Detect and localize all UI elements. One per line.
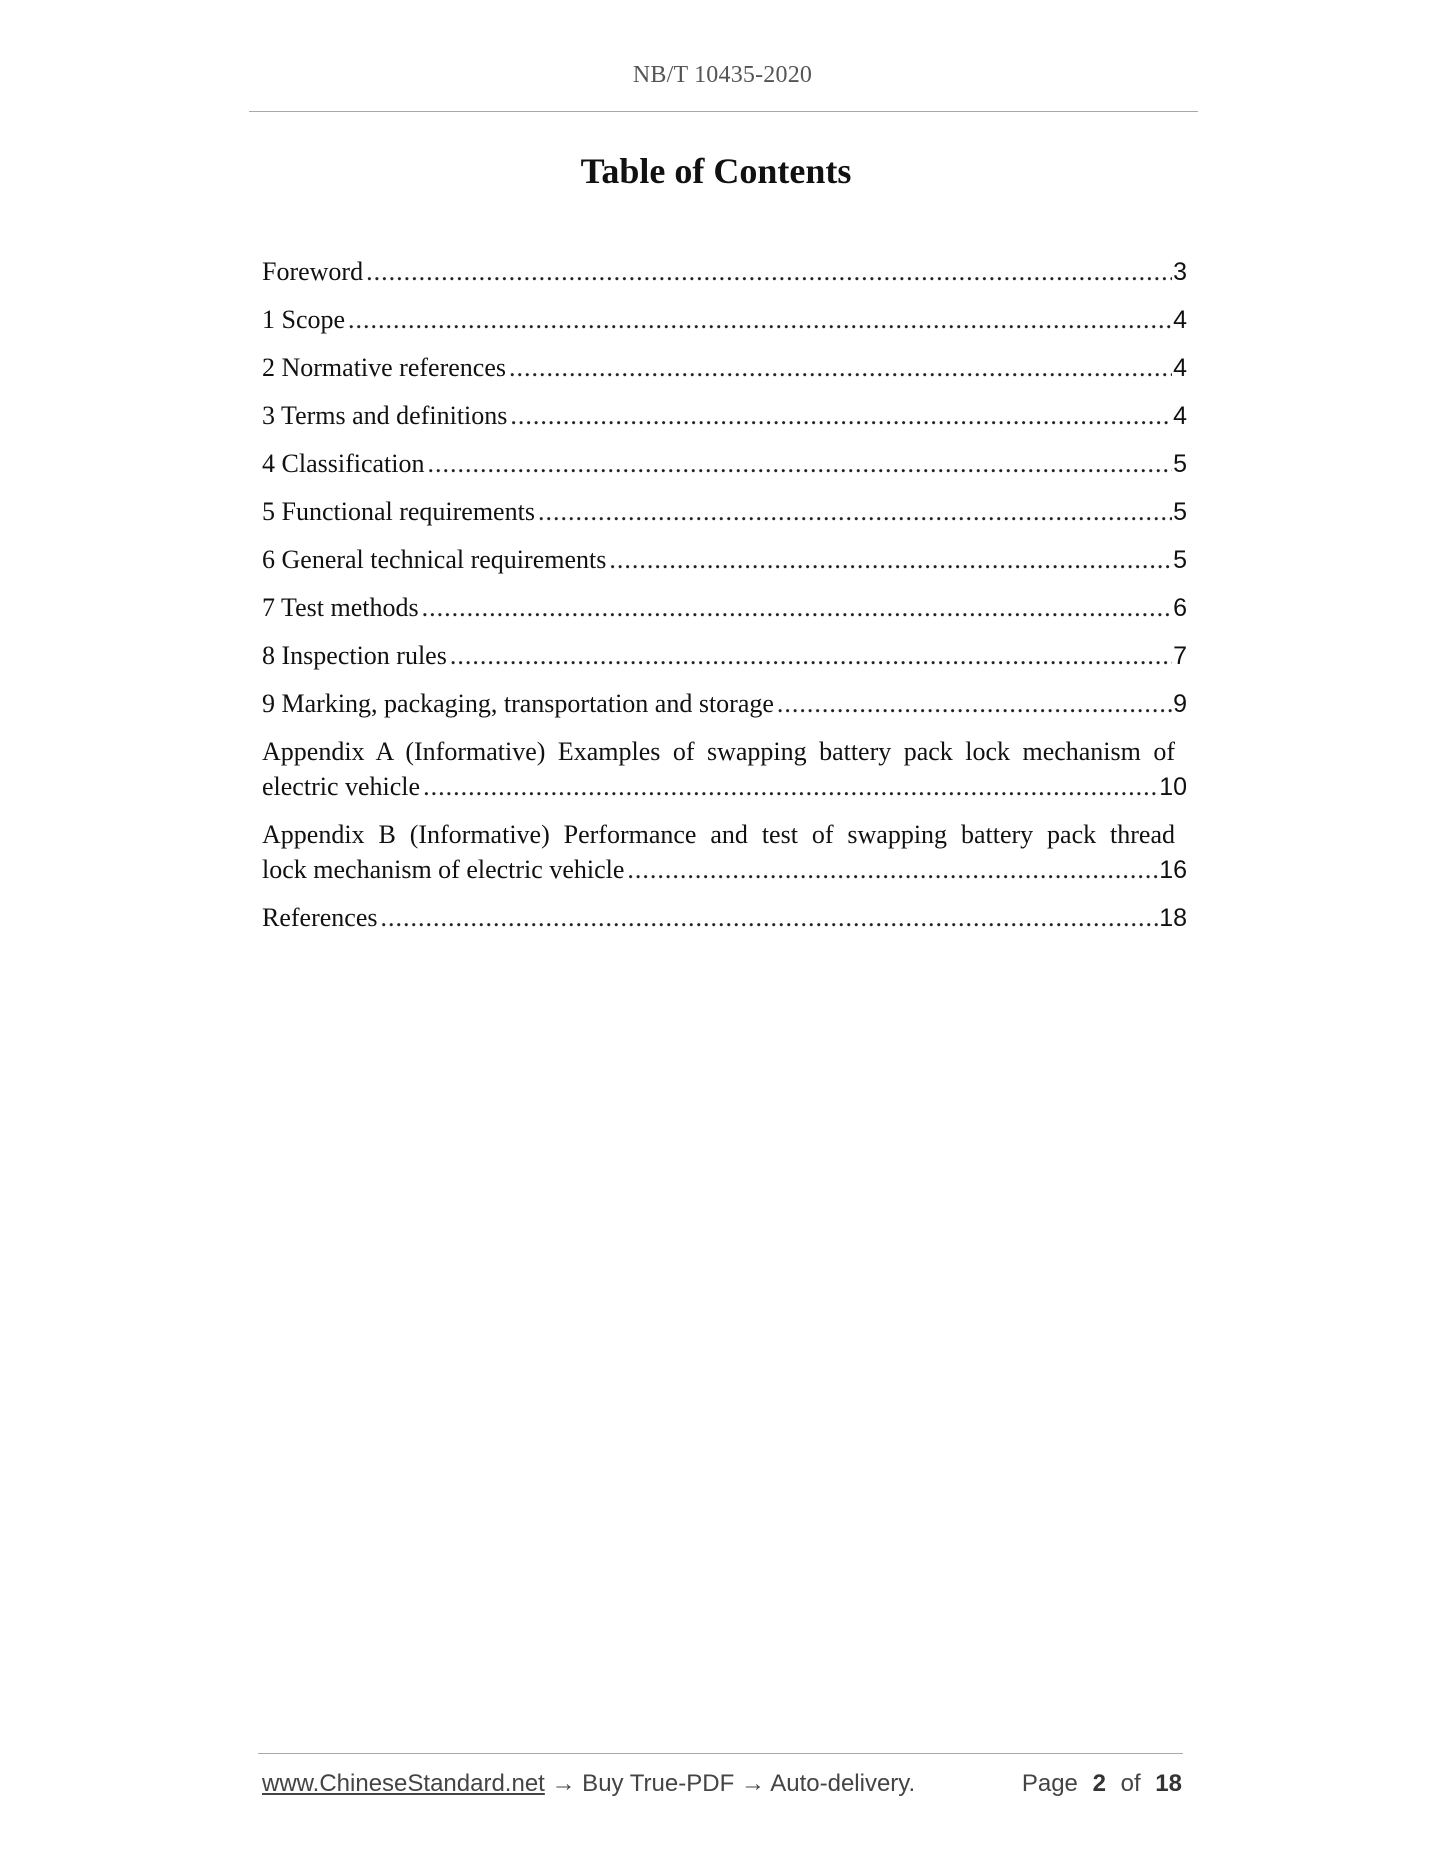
toc-leader-dots — [380, 900, 1158, 935]
toc-leader-dots — [450, 638, 1172, 673]
toc-leader-dots — [777, 686, 1172, 721]
toc-entry-page: 5 — [1173, 450, 1187, 478]
toc-entry-functional-requirements[interactable] — [262, 494, 1187, 529]
toc-entry-page: 4 — [1173, 354, 1187, 382]
toc-leader-dots — [510, 398, 1172, 433]
toc-leader-dots — [348, 302, 1172, 337]
toc-entry-label-line2: lock mechanism of electric vehicle — [262, 855, 625, 884]
toc-entry-page: 5 — [1173, 546, 1187, 574]
toc-entry-test-methods[interactable] — [262, 590, 1187, 625]
toc-entry-classification[interactable] — [262, 446, 1187, 481]
toc-entry-label: 2 Normative references — [262, 353, 506, 382]
toc-entry-page: 4 — [1173, 306, 1187, 334]
toc-leader-dots — [538, 494, 1172, 529]
toc-entry-appendix-a[interactable] — [262, 734, 1187, 804]
running-header: NB/T 10435-2020 — [632, 62, 813, 88]
toc-entry-appendix-b[interactable] — [262, 817, 1187, 887]
total-page-count: 18 — [1155, 1770, 1182, 1797]
toc-entry-label: 3 Terms and definitions — [262, 401, 508, 430]
toc-entry-page: 7 — [1173, 642, 1187, 670]
toc-entry-page: 10 — [1159, 773, 1187, 801]
toc-leader-dots — [609, 542, 1172, 577]
page-title: Table of Contents — [580, 151, 852, 191]
website-link[interactable]: www.ChineseStandard.net — [262, 1770, 545, 1797]
toc-entry-general-technical-requirements[interactable] — [262, 542, 1187, 577]
table-of-contents — [262, 254, 1187, 948]
toc-entry-page: 4 — [1173, 402, 1187, 430]
toc-entry-foreword[interactable] — [262, 254, 1187, 289]
toc-entry-label-line2: electric vehicle — [262, 772, 421, 801]
toc-entry-page: 5 — [1173, 498, 1187, 526]
toc-entry-page: 18 — [1159, 904, 1187, 932]
page-indicator — [1022, 1770, 1182, 1798]
toc-leader-dots — [627, 852, 1158, 887]
footer-promo — [262, 1770, 915, 1798]
toc-entry-label: 8 Inspection rules — [262, 641, 447, 670]
toc-entry-page: 3 — [1173, 258, 1187, 286]
toc-entry-terms-and-definitions[interactable] — [262, 398, 1187, 433]
toc-entry-normative-references[interactable] — [262, 350, 1187, 385]
toc-leader-dots — [422, 590, 1173, 625]
toc-entry-references[interactable] — [262, 900, 1187, 935]
toc-entry-inspection-rules[interactable] — [262, 638, 1187, 673]
footer-divider — [258, 1753, 1183, 1754]
toc-entry-label: References — [262, 903, 378, 932]
toc-entry-label: 4 Classification — [262, 449, 425, 478]
header-divider — [249, 111, 1198, 112]
of-word: of — [1120, 1770, 1141, 1797]
toc-entry-label: 7 Test methods — [262, 593, 419, 622]
toc-leader-dots — [427, 446, 1172, 481]
page-footer — [262, 1770, 1182, 1798]
promo-text: → Buy True-PDF → Auto-delivery. — [551, 1770, 916, 1797]
toc-leader-dots — [509, 350, 1172, 385]
page-word: Page — [1021, 1770, 1078, 1797]
toc-leader-dots — [423, 769, 1158, 804]
toc-entry-label-line1: Appendix B (Informative) Performance and test of swapping battery pack thread — [262, 820, 1175, 849]
toc-entry-scope[interactable] — [262, 302, 1187, 337]
toc-entry-marking-packaging[interactable] — [262, 686, 1187, 721]
toc-entry-label: 9 Marking, packaging, transportation and storage — [262, 689, 774, 718]
toc-entry-label: 1 Scope — [262, 305, 346, 334]
toc-entry-page: 6 — [1173, 594, 1187, 622]
toc-entry-label-line1: Appendix A (Informative) Examples of swapping battery pack lock mechanism of — [262, 737, 1175, 766]
toc-entry-page: 9 — [1173, 690, 1187, 718]
toc-entry-label: 5 Functional requirements — [262, 497, 535, 526]
toc-entry-label: 6 General technical requirements — [262, 545, 607, 574]
current-page-number: 2 — [1092, 1770, 1106, 1797]
toc-entry-page: 16 — [1159, 856, 1187, 884]
toc-entry-label: Foreword — [262, 257, 364, 286]
toc-leader-dots — [366, 254, 1172, 289]
